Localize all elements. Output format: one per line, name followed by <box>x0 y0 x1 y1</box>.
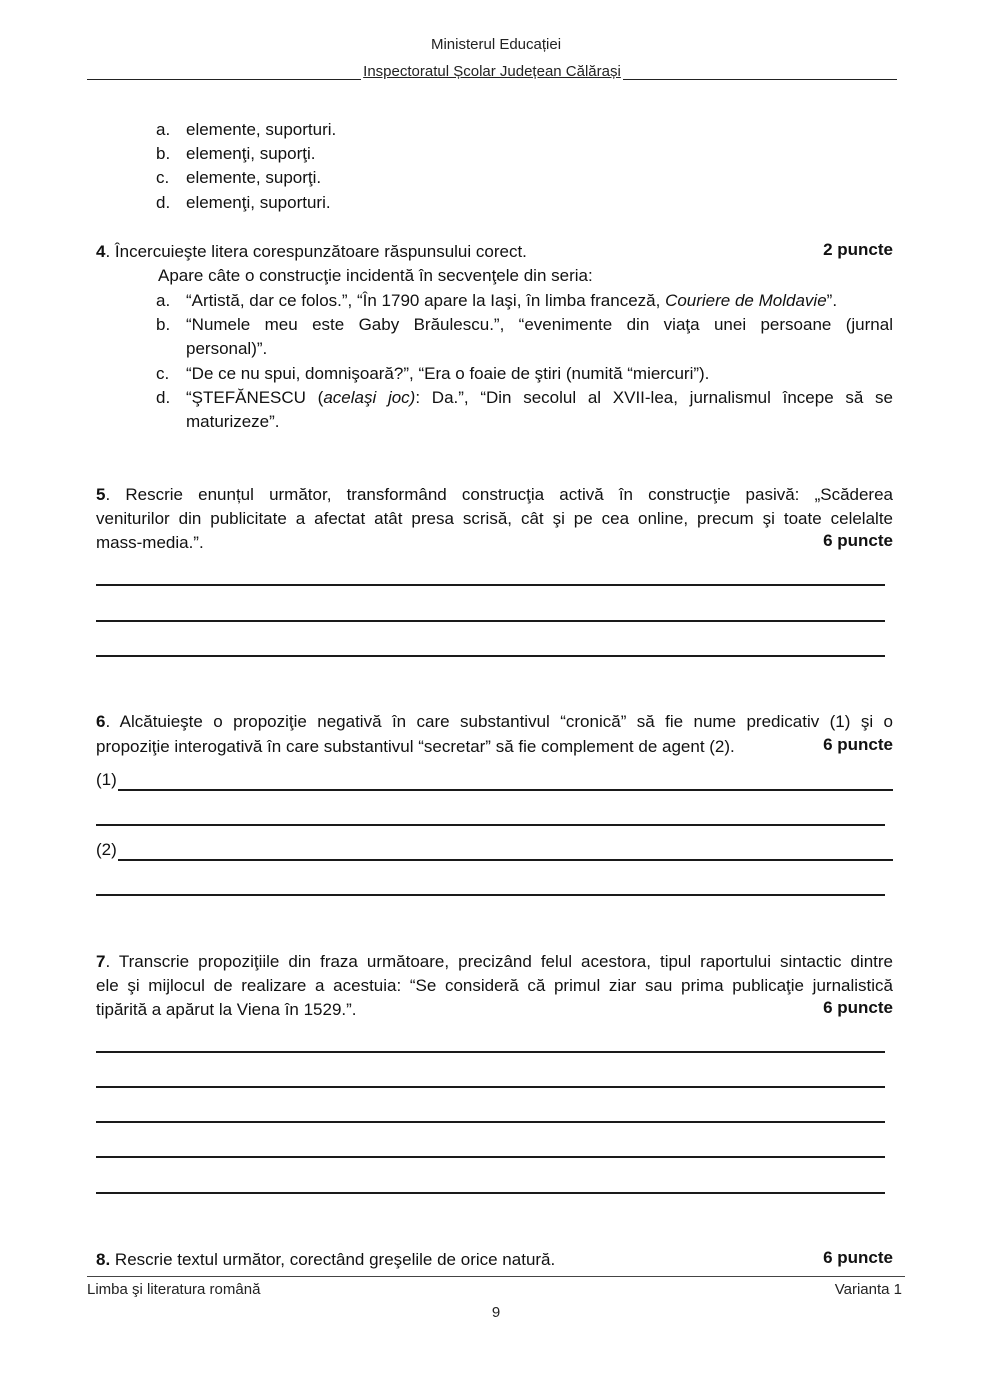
q5-number: 5 <box>96 485 106 504</box>
q8-points: 6 puncte <box>823 1248 893 1267</box>
q8-instruction <box>96 1248 555 1273</box>
q4-option-c: “De ce nu spui, domnişoară?”, “Era o foaie de ştiri (numită “miercuri”). <box>186 364 710 383</box>
q7-answer-line-4[interactable] <box>96 1156 885 1158</box>
header-rule-left <box>87 65 361 80</box>
q3-option-c: elemente, suporţi. <box>186 168 322 187</box>
q6-answer-line-2b[interactable] <box>96 894 885 896</box>
q5-line2: veniturilor din publicitate a afectat atât presa scrisă, cât şi pe cea online, precum şi toate celelalte <box>96 509 893 528</box>
q4-option-d-italic: acelaşi joc) <box>323 388 416 407</box>
q7-line2: ele şi mijlocul de realizare a acestuia: “Se consideră că primul ziar sau prima publicaţie jurnalistică <box>96 976 893 995</box>
q4-option-d-line1 <box>186 386 893 411</box>
q3-option-d-letter: d. <box>156 193 171 212</box>
q5-answer-line-2[interactable] <box>96 620 885 622</box>
q7-line3: tipărită a apărut la Viena în 1529.”. <box>96 1000 357 1019</box>
q7-answer-line-5[interactable] <box>96 1192 885 1194</box>
q6-label-2: (2) <box>96 840 117 859</box>
q4-option-a-text: “Artistă, dar ce folos.”, “În 1790 apare la Iaşi, în limba franceză, <box>186 291 666 310</box>
q5-answer-line-3[interactable] <box>96 655 885 657</box>
q4-instruction-text: . Încercuieşte litera corespunzătoare răspunsului corect. <box>105 242 527 261</box>
q6-number: 6 <box>96 712 106 731</box>
q8-number: 8. <box>96 1250 111 1269</box>
q7-line1 <box>96 950 893 975</box>
q7-number: 7 <box>96 952 106 971</box>
header-inspectorate: Inspectoratul Școlar Județean Călărași <box>363 63 621 80</box>
q4-option-a-letter: a. <box>156 291 171 310</box>
q6-line1 <box>96 710 893 735</box>
header-ministry: Ministerul Educației <box>430 36 562 53</box>
q6-label-1: (1) <box>96 770 117 789</box>
q4-instruction <box>96 240 527 265</box>
q4-option-c-letter: c. <box>156 364 170 383</box>
q7-points: 6 puncte <box>823 998 893 1017</box>
header-inspectorate-row <box>87 62 897 80</box>
q6-line1-text: . Alcătuieşte o propoziţie negativă în care substantivul “cronică” să fie nume predicativ (1) şi o <box>105 712 893 731</box>
q3-option-b: elemenţi, suporţi. <box>186 144 316 163</box>
q4-option-d-text: “ŞTEFĂNESCU ( <box>186 388 324 407</box>
q5-answer-line-1[interactable] <box>96 584 885 586</box>
q4-prompt: Apare câte o construcţie incidentă în secvenţele din seria: <box>158 266 593 285</box>
q3-option-c-letter: c. <box>156 168 170 187</box>
q6-answer-line-1b[interactable] <box>96 824 885 826</box>
q5-points: 6 puncte <box>823 531 893 550</box>
q4-option-a-end: ”. <box>826 291 838 310</box>
q4-points: 2 puncte <box>823 240 893 259</box>
q7-answer-line-3[interactable] <box>96 1121 885 1123</box>
q7-answer-line-1[interactable] <box>96 1051 885 1053</box>
q6-answer-line-2a[interactable] <box>118 859 893 861</box>
q6-line2: propoziţie interogativă în care substantivul “secretar” să fie complement de agent (2). <box>96 737 735 756</box>
q4-option-a-italic: Couriere de Moldavie <box>665 291 827 310</box>
q7-answer-line-2[interactable] <box>96 1086 885 1088</box>
q6-points: 6 puncte <box>823 735 893 754</box>
footer-variant: Varianta 1 <box>834 1281 902 1298</box>
q8-instruction-text: Rescrie textul următor, corectând greşelile de orice natură. <box>110 1250 556 1269</box>
q4-option-b-line2: personal)”. <box>186 339 268 358</box>
header-rule-right <box>623 65 897 80</box>
q4-option-d-rest: : Da.”, “Din secolul al XVII-lea, jurnalismul începe să se <box>415 388 893 407</box>
q6-answer-line-1a[interactable] <box>118 789 893 791</box>
q4-number: 4 <box>96 242 106 261</box>
q5-line1 <box>96 483 893 508</box>
q3-option-d: elemenţi, suporturi. <box>186 193 331 212</box>
q5-line3: mass-media.”. <box>96 533 204 552</box>
q7-line1-text: . Transcrie propoziţiile din fraza următoare, precizând felul acestora, tipul raportului sintactic dintre <box>105 952 893 971</box>
q4-option-b-line1: “Numele meu este Gaby Brăulescu.”, “evenimente din viaţa unei persoane (jurnal <box>186 315 893 334</box>
q3-option-b-letter: b. <box>156 144 171 163</box>
footer-subject: Limba şi literatura română <box>87 1281 261 1298</box>
q5-line1-text: . Rescrie enunțul următor, transformând construcţia activă în construcţie pasivă: „Scăderea <box>105 485 893 504</box>
q4-option-a <box>186 289 837 314</box>
page-number: 9 <box>491 1304 501 1321</box>
q4-option-b-letter: b. <box>156 315 171 334</box>
q4-option-d-line2: maturizeze”. <box>186 412 280 431</box>
q3-option-a: elemente, suporturi. <box>186 120 337 139</box>
q3-option-a-letter: a. <box>156 120 171 139</box>
q4-option-d-letter: d. <box>156 388 171 407</box>
footer-rule <box>87 1276 905 1277</box>
